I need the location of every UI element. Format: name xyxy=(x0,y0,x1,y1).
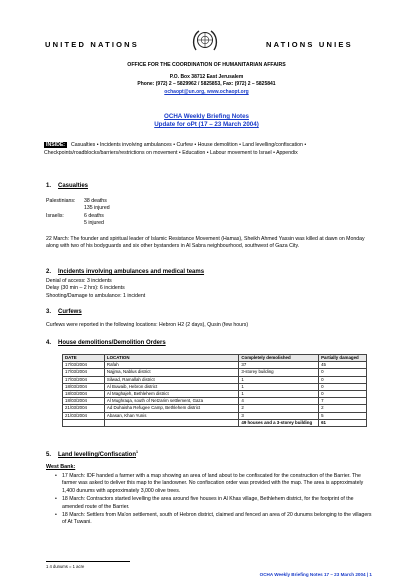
column-header: DATE xyxy=(63,355,105,362)
phone-fax: Phone: (972) 2 – 5829962 / 5825853, Fax: (972) 2 – 5825841 xyxy=(137,81,276,88)
table-cell: 3-storey building xyxy=(239,369,319,376)
table-row xyxy=(63,405,367,412)
table-cell: 45 xyxy=(319,362,367,369)
table-cell: 0 xyxy=(319,390,367,397)
email-link[interactable]: ochaopt@un.org, www.ochaopt.org xyxy=(164,88,249,95)
table-row xyxy=(63,390,367,397)
table-cell: 17/03/2004 xyxy=(63,376,105,383)
table-row xyxy=(63,383,367,390)
header-nations-unies: NATIONS UNIES xyxy=(266,40,353,49)
section-heading-demolitions: 4. House demolitions/Demolition Orders xyxy=(46,340,166,346)
inside-index xyxy=(44,142,374,158)
column-header: Completely demolished xyxy=(239,355,319,362)
table-cell: Al Maghajeh, Bethlehem district xyxy=(104,390,238,397)
table-header-row xyxy=(63,355,367,362)
table-cell: 18/03/2004 xyxy=(63,390,105,397)
page-footer: OCHA Weekly Briefing Notes 17 – 23 March 2004 | 1 xyxy=(259,572,372,577)
palestinian-injured: 135 injured xyxy=(84,205,110,212)
table-cell: 2 xyxy=(319,405,367,412)
ambulance-incidents xyxy=(46,278,368,300)
israelis-label: Israelis: xyxy=(46,212,64,219)
section-heading-land: 5. Land levelling/Confiscation$^1$ xyxy=(46,450,139,458)
list-item: • 18 March: Settlers from Ma'on settlement, south of Hebron district, claimed and fenced an area of 20 dunums belonging to the villagers of At Tuwani. xyxy=(62,512,372,527)
israeli-injured: 5 injured xyxy=(84,220,104,227)
table-body xyxy=(63,362,367,427)
contact-block xyxy=(0,74,413,96)
table-cell: 0 xyxy=(319,376,367,383)
table-cell: 0 xyxy=(319,383,367,390)
west-bank-subheading: West Bank: xyxy=(46,464,76,470)
table-row xyxy=(63,376,367,383)
title-line-1: OCHA Weekly Briefing Notes xyxy=(164,113,249,120)
footnote-divider xyxy=(46,561,130,562)
section-heading-ambulances: 2. Incidents involving ambulances and medical teams xyxy=(46,269,205,275)
header-united-nations: UNITED NATIONS xyxy=(45,40,139,49)
table-cell: Al Buwaib, Hebron district xyxy=(104,383,238,390)
house-demolitions-table xyxy=(62,354,367,427)
table-cell: 61 xyxy=(319,419,367,426)
table-cell: Najjma, Nablus district xyxy=(104,369,238,376)
list-item: • 18 March: Contractors started levelling the area around five houses in Al Khas village, Bethlehem district, for the footprint of the amended route of the Barrier. xyxy=(62,496,372,511)
table-cell: 5 xyxy=(319,412,367,419)
table-cell: 2 xyxy=(239,405,319,412)
column-header: LOCATION xyxy=(104,355,238,362)
inside-text: Casualties • Incidents involving ambulances • Curfew • House demolition • Land levelling/confiscation • Checkpoints/roadblocks/barriers/restrictions on movement • Education • Labour movement to Israel • Appendix xyxy=(44,142,307,156)
column-header: Partially damaged xyxy=(319,355,367,362)
land-bullet-list xyxy=(62,473,372,528)
table-cell: 0 xyxy=(319,369,367,376)
shooting-incidents: Shooting/Damage to ambulance: 1 incident xyxy=(46,292,146,299)
delay-incidents: Delay (30 min – 2 hrs): 6 incidents xyxy=(46,285,125,292)
table-cell: Abasan, Khan Yunis xyxy=(104,412,238,419)
footnote-marker: 1 xyxy=(136,450,139,454)
table-cell: 21/03/2004 xyxy=(63,405,105,412)
section-heading-casualties: 1. Casualties xyxy=(46,183,89,189)
office-name: OFFICE FOR THE COORDINATION OF HUMANITARIAN AFFAIRS xyxy=(127,62,286,68)
table-cell: 1 xyxy=(239,383,319,390)
un-emblem-icon xyxy=(190,26,220,56)
table-cell: 7 xyxy=(319,398,367,405)
table-cell: 17/03/2004 xyxy=(63,362,105,369)
address: P.O. Box 38712 East Jerusalem xyxy=(169,74,244,80)
palestinians-label: Palestinians: xyxy=(46,198,76,204)
table-cell: Silwad, Ramallah district xyxy=(104,376,238,383)
table-cell: 18/03/2004 xyxy=(63,398,105,405)
table-row xyxy=(63,398,367,405)
table-cell: 4 xyxy=(239,398,319,405)
table-row xyxy=(63,412,367,419)
table-cell: 1 xyxy=(239,390,319,397)
table-cell: Ad Duhaisha Refugee Camp, Bethlehem district xyxy=(104,405,238,412)
table-cell: 49 houses and a 3-storey building xyxy=(239,419,319,426)
inside-tag: INSIDE: xyxy=(46,142,66,148)
table-cell: 18/03/2004 xyxy=(63,383,105,390)
list-item: • 17 March: IDF handed a farmer with a map showing an area of land about to be confiscated for the construction of the Barrier. The farmer was asked to deliver this map to the landowner. No confiscation order was provided with the map. The area is approximately 1,400 dunums with approximately 3,000 olive trees. xyxy=(62,473,372,495)
denial-of-access: Denial of access: 3 incidents xyxy=(46,278,112,284)
table-row xyxy=(63,419,367,426)
table-cell: Al Mughraqa, south of Netzarim settlement, Gaza xyxy=(104,398,238,405)
casualty-figures xyxy=(46,198,110,228)
table-cell: 1 xyxy=(239,376,319,383)
footnote: 1 4 dunums = 1 acre xyxy=(46,564,85,569)
table-cell: 21/03/2004 xyxy=(63,412,105,419)
casualty-note: 22 March: The founder and spiritual leader of Islamic Resistance Movement (Hamas), Sheikh Ahmed Yassin was killed at dawn on Monday along with two of his bodyguards and six other bystanders in Al Sabra neighbourhood, southwest of Gaza City. xyxy=(46,236,365,250)
table-cell xyxy=(63,419,105,426)
table-cell: Rafah xyxy=(104,362,238,369)
israeli-deaths: 6 deaths xyxy=(84,212,104,219)
title-line-2: Update for oPt (17 – 23 March 2004) xyxy=(154,121,259,128)
section-heading-curfews: 3. Curfews xyxy=(46,309,82,315)
curfew-text: Curfews were reported in the following locations: Hebron H2 (2 days), Qusin (few hours) xyxy=(46,322,249,328)
table-row xyxy=(63,362,367,369)
palestinian-deaths: 38 deaths xyxy=(84,198,107,204)
table-cell: 37 xyxy=(239,362,319,369)
table-cell xyxy=(104,419,238,426)
table-cell: 3 xyxy=(239,412,319,419)
table-row xyxy=(63,369,367,376)
document-title xyxy=(0,113,413,129)
table-cell: 17/03/2004 xyxy=(63,369,105,376)
